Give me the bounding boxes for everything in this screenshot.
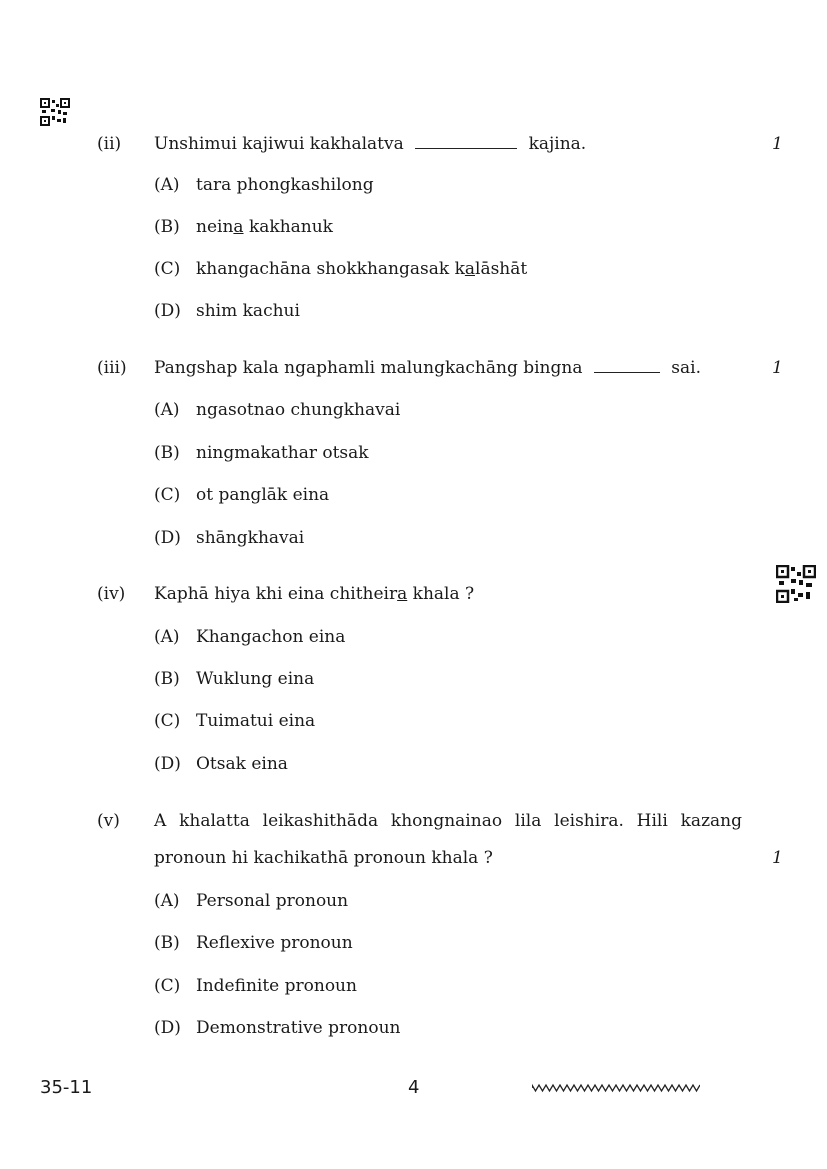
- marks-label: 1: [772, 848, 783, 868]
- option-letter: (A): [154, 627, 180, 647]
- fill-blank: [594, 358, 660, 373]
- option-a: [154, 891, 348, 911]
- question-text: [154, 358, 701, 378]
- option-text-part: lāshāt: [475, 259, 528, 279]
- option-text: ot panglāk eina: [196, 485, 330, 505]
- qr-code-icon: [40, 98, 70, 126]
- option-text: Indefinite pronoun: [196, 976, 357, 996]
- option-text: Reflexive pronoun: [196, 933, 353, 953]
- question-text-line-2: pronoun hi kachikathā pronoun khala ?: [154, 848, 493, 868]
- option-letter: (C): [154, 485, 181, 505]
- option-letter: (A): [154, 175, 180, 195]
- question-text-after: sai.: [671, 358, 701, 378]
- option-letter: (B): [154, 217, 180, 237]
- question-text-before: Pangshap kala ngaphamli malungkachāng bingna: [154, 358, 583, 378]
- option-text-underlined: a: [233, 217, 244, 237]
- question-text-underlined: a: [397, 584, 408, 604]
- option-c: [154, 259, 527, 279]
- option-c: [154, 976, 357, 996]
- option-b: [154, 443, 369, 463]
- question-text-part: Kaphā hiya khi eina chitheir: [154, 584, 398, 604]
- marks-label: 1: [772, 134, 783, 154]
- option-text-underlined: a: [464, 259, 476, 279]
- option-letter: (A): [154, 891, 180, 911]
- question-text-after: kajina.: [528, 134, 587, 154]
- option-text-part: nein: [196, 217, 234, 237]
- paper-code: 35-11: [40, 1077, 93, 1098]
- option-a: [154, 400, 400, 420]
- qr-code-icon: [776, 565, 816, 603]
- wavy-line-icon: [532, 1082, 700, 1094]
- option-letter: (C): [154, 259, 181, 279]
- option-b: [154, 217, 333, 237]
- option-text: Otsak eina: [196, 754, 288, 774]
- fill-blank: [415, 134, 517, 149]
- option-letter: (C): [154, 976, 181, 996]
- marks-label: 1: [772, 358, 783, 378]
- option-letter: (D): [154, 1018, 181, 1038]
- option-d: [154, 1018, 400, 1038]
- option-text: Personal pronoun: [196, 891, 349, 911]
- option-text: ningmakathar otsak: [196, 443, 369, 463]
- question-text-part: khala ?: [407, 584, 475, 604]
- option-text: shāngkhavai: [196, 528, 305, 548]
- option-b: [154, 669, 314, 689]
- option-text: Khangachon eina: [196, 627, 346, 647]
- question-text-before: Unshimui kajiwui kakhalatva: [154, 134, 404, 154]
- option-d: [154, 528, 304, 548]
- option-text: tara phongkashilong: [196, 175, 374, 195]
- option-b: [154, 933, 353, 953]
- question-text: [154, 584, 474, 604]
- question-text: [154, 134, 586, 154]
- option-letter: (D): [154, 754, 181, 774]
- question-number: (iv): [97, 584, 126, 604]
- option-c: [154, 711, 315, 731]
- option-d: [154, 754, 288, 774]
- question-number: (v): [97, 811, 120, 831]
- option-letter: (B): [154, 933, 180, 953]
- option-c: [154, 485, 329, 505]
- option-letter: (A): [154, 400, 180, 420]
- question-number: (iii): [97, 358, 127, 378]
- option-letter: (C): [154, 711, 181, 731]
- option-text: Wuklung eina: [196, 669, 315, 689]
- option-letter: (B): [154, 669, 180, 689]
- option-text: Demonstrative pronoun: [196, 1018, 401, 1038]
- question-number: (ii): [97, 134, 122, 154]
- option-text: Tuimatui eina: [196, 711, 316, 731]
- option-text-part: khangachāna shokkhangasak k: [196, 259, 465, 279]
- option-letter: (B): [154, 443, 180, 463]
- page-number: 4: [408, 1077, 420, 1098]
- option-letter: (D): [154, 301, 181, 321]
- option-a: [154, 175, 374, 195]
- option-a: [154, 627, 345, 647]
- option-text: ngasotnao chungkhavai: [196, 400, 401, 420]
- option-letter: (D): [154, 528, 181, 548]
- question-text-line-1: A khalatta leikashithāda khongnainao lila leishira. Hili kazang: [154, 811, 742, 831]
- option-text-part: kakhanuk: [243, 217, 333, 237]
- option-d: [154, 301, 300, 321]
- option-text: shim kachui: [196, 301, 300, 321]
